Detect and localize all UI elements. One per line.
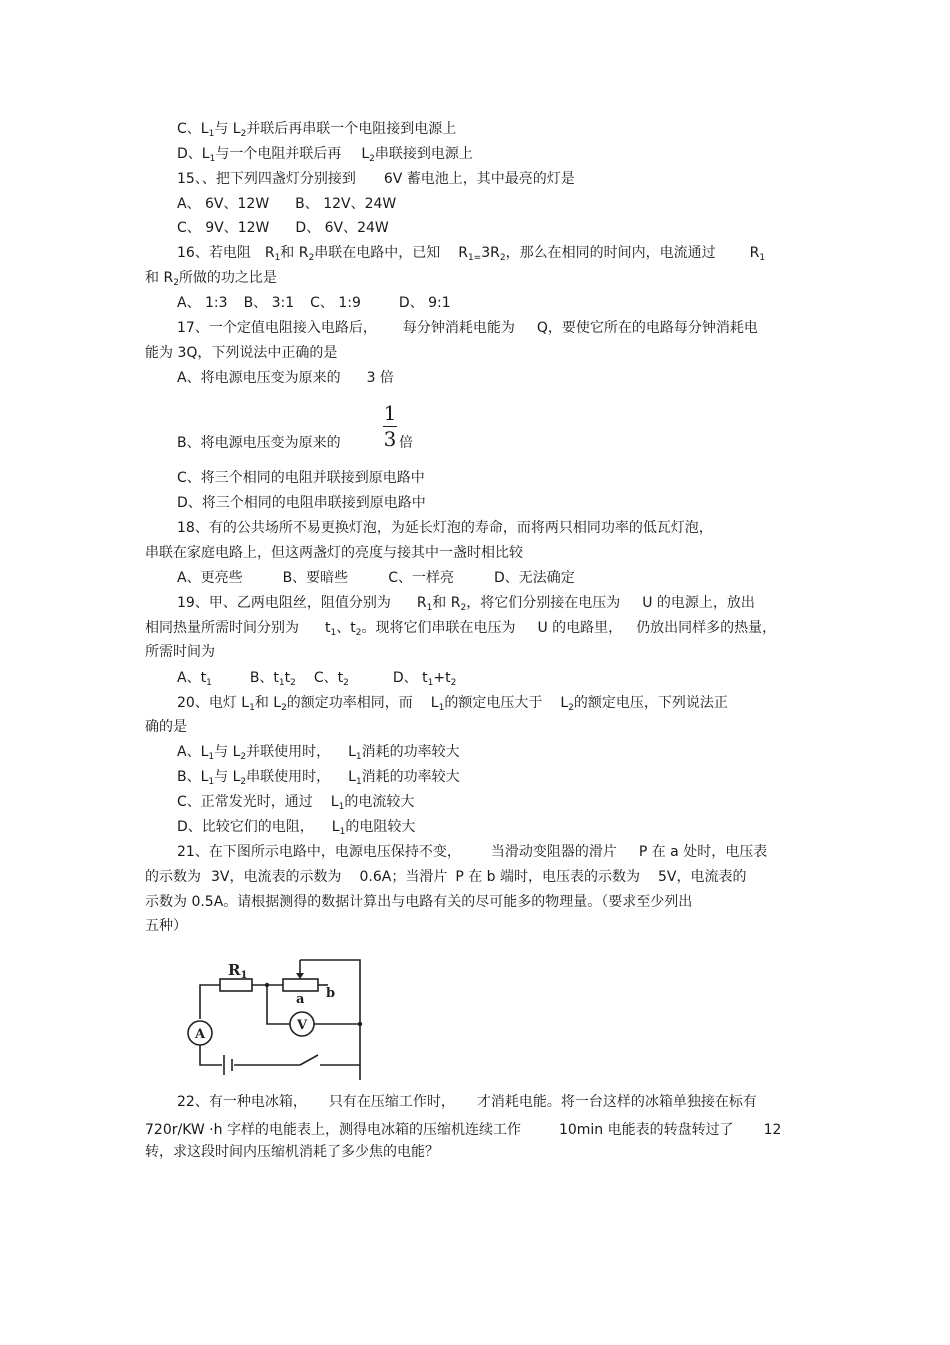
voltmeter-label: V — [297, 1018, 308, 1033]
question-18-options: A、更亮些 B、要暗些 C、一样亮 D、无法确定 — [177, 570, 575, 586]
ammeter-label: A — [195, 1027, 206, 1042]
question-20-stem-line1: 20、电灯 $L_1$和 $L_2$的额定功率相同，而 $L_1$的额定电压大于 $L_2$的额定电压，下列说法正 — [177, 695, 728, 713]
question-17-stem-line2: 能为 3Q，下列说法中正确的是 — [145, 345, 338, 361]
question-15-options-cd: C、 9V、12W D、 6V、24W — [177, 220, 389, 236]
wiper-arrowhead — [296, 973, 304, 979]
question-19-stem-line2: 相同热量所需时间分别为 $t_1$、$t_2$。现将它们串联在电压为 U 的电路里， 仍放出同样多的热量， — [145, 620, 777, 638]
question-21-stem-line3: 示数为 0.5A。请根据测得的数据计算出与电路有关的尽可能多的物理量。（要求至少列出 — [145, 894, 693, 910]
question-21-stem-line4: 五种） — [145, 918, 187, 934]
question-19-stem-line3: 所需时间为 — [145, 644, 215, 660]
option-17b-suffix: 倍 — [399, 435, 413, 451]
option-17c: C、将三个相同的电阻并联接到原电路中 — [177, 470, 425, 486]
wire-left-bottom — [200, 1045, 222, 1065]
option-20d: D、比较它们的电阻， $L_1$的电阻较大 — [177, 819, 416, 837]
question-17-stem-line1: 17、一个定值电阻接入电路后， 每分钟消耗电能为 Q，要使它所在的电路每分钟消耗电 — [177, 320, 758, 336]
question-21-stem-line1: 21、在下图所示电路中，电源电压保持不变， 当滑动变阻器的滑片 P 在 a 处时，电压表 — [177, 844, 768, 860]
fraction-one-third — [383, 402, 397, 450]
question-19-stem-line1: 19、甲、乙两电阻丝，阻值分别为 $R_1$和 $R_2$，将它们分别接在电压为 U 的电源上，放出 — [177, 595, 755, 613]
question-16-stem-line1: 16、若电阻 $R_1$和 $R_2$串联在电路中，已知 $R_{1=}3R_2$，那么在相同的时间内，电流通过 $R_1$ — [177, 245, 766, 263]
question-16-stem-line2: 和 $R_2$所做的功之比是 — [145, 270, 277, 288]
option-14d: D、$L_1$与一个电阻并联后再 $L_2$串联接到电源上 — [177, 146, 473, 164]
option-20a: A、$L_1$与 $L_2$并联使用时， $L_1$消耗的功率较大 — [177, 744, 460, 762]
question-21-stem-line2: 的示数为 3V，电流表的示数为 0.6A；当滑片 P 在 b 端时，电压表的示数为 5V，电流表的 — [145, 869, 747, 885]
option-20c: C、正常发光时，通过 $L_1$的电流较大 — [177, 794, 415, 812]
rheostat — [283, 979, 318, 991]
option-17a: A、将电源电压变为原来的 3 倍 — [177, 370, 394, 386]
fraction-denominator: 3 — [383, 427, 397, 451]
r1-label: $R_1$ — [228, 961, 248, 981]
question-18-stem-line2: 串联在家庭电路上，但这两盏灯的亮度与接其中一盏时相比较 — [145, 545, 523, 561]
question-16-options: A、 1:3 B、 3:1 C、 1:9 D、 9:1 — [177, 295, 451, 311]
switch — [300, 1055, 318, 1065]
question-20-stem-line2: 确的是 — [145, 719, 187, 735]
fraction-numerator: 1 — [383, 401, 397, 425]
question-22-stem-line2: 720r/KW ·h 字样的电能表上，测得电冰箱的压缩机连续工作 10min 电能表的转盘转过了 12 — [145, 1122, 782, 1138]
question-15-stem: 15、、把下列四盏灯分别接到 6V 蓄电池上，其中最亮的灯是 — [177, 171, 575, 187]
question-15-options-ab: A、 6V、12W B、 12V、24W — [177, 196, 397, 212]
wire-left-top — [200, 985, 220, 1019]
option-14c: C、$L_1$与 $L_2$并联后再串联一个电阻接到电源上 — [177, 121, 457, 139]
circuit-diagram — [180, 955, 380, 1080]
a-label: a — [296, 992, 305, 1007]
question-19-options: A、$t_1$ B、$t_1t_2$ C、$t_2$ D、 $t_1+t_2$ — [177, 670, 457, 688]
junction-node — [265, 983, 269, 987]
question-18-stem-line1: 18、有的公共场所不易更换灯泡，为延长灯泡的寿命，而将两只相同功率的低瓦灯泡， — [177, 520, 713, 536]
b-label: b — [326, 986, 336, 1001]
option-20b: B、$L_1$与 $L_2$串联使用时， $L_1$消耗的功率较大 — [177, 769, 460, 787]
wire-wiper-right — [300, 960, 360, 1080]
option-17d: D、将三个相同的电阻串联接到原电路中 — [177, 495, 426, 511]
junction-node — [358, 1022, 362, 1026]
question-22-stem-line1: 22、有一种电冰箱， 只有在压缩工作时， 才消耗电能。将一台这样的冰箱单独接在标有 — [177, 1094, 757, 1110]
option-17b-label: B、将电源电压变为原来的 — [177, 435, 341, 451]
question-22-stem-line3: 转，求这段时间内压缩机消耗了多少焦的电能？ — [145, 1144, 439, 1160]
